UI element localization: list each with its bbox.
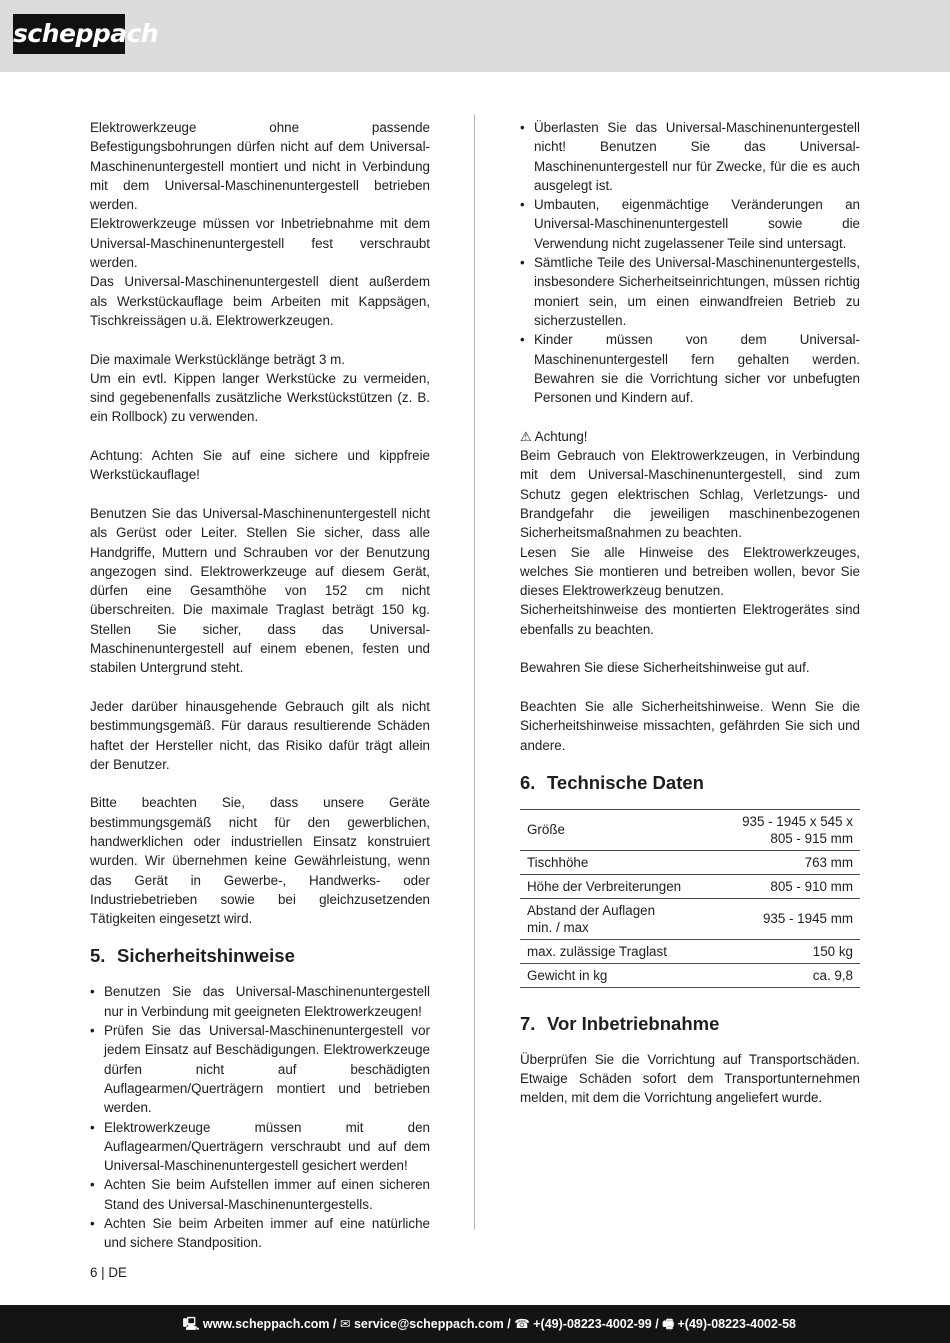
section-6-heading [520, 771, 860, 795]
phone-icon: ☎ [514, 1317, 530, 1331]
separator: / [333, 1317, 337, 1331]
table-row [520, 939, 860, 963]
warning-icon: ⚠ [520, 428, 532, 444]
intro-paragraph: Elektrowerkzeuge ohne passende Befestigungsbohrungen dürfen nicht auf dem Universal-Maschinenuntergestell montiert und nicht in Verbindung mit dem Universal-Maschinenuntergestell betrieben werden. [90, 120, 430, 213]
intro-paragraph: Elektrowerkzeuge müssen vor Inbetriebnahme mit dem Universal-Maschinenuntergestell fest verschraubt werden. [90, 216, 430, 271]
tipping-text: Um ein evtl. Kippen langer Werkstücke zu vermeiden, sind gegebenenfalls zusätzliche Werkstückstützen (z. B. ein Rollbock) zu verwenden. [90, 370, 430, 425]
misuse-text: Jeder darüber hinausgehende Gebrauch gilt als nicht bestimmungsgemäß. Für daraus resultierende Schäden haftet der Hersteller nicht, das Risiko dafür trägt allein der Benutzer. [90, 698, 430, 772]
table-value: ca. 9,8 [715, 963, 860, 987]
table-value: 935 - 1945 mm [715, 898, 860, 939]
list-item: • Achten Sie beim Arbeiten immer auf eine natürliche und sichere Standposition. [90, 1214, 430, 1253]
section-title: Sicherheitshinweise [117, 945, 295, 967]
value-line: 935 - 1945 x 545 x [742, 813, 853, 829]
separator: / [507, 1317, 511, 1331]
email-link[interactable]: service@scheppach.com [353, 1317, 504, 1331]
header-band [0, 0, 950, 72]
list-item: • Sämtliche Teile des Universal-Maschinenuntergestells, insbesondere Sicherheitseinrichtungen, müssen richtig moniert sein, um einen einwandfreien Betrieb zu sicherzustellen. [520, 253, 860, 330]
list-item: • Überlasten Sie das Universal-Maschinenuntergestell nicht! Benutzen Sie das Universal-Maschinenuntergestell nur für Zwecke, für die es auch ausgelegt ist. [520, 118, 860, 195]
table-label: Tischhöhe [520, 850, 715, 874]
list-item: • Kinder müssen von dem Universal-Maschinenuntergestell fern gehalten werden. Bewahren sie die Vorrichtung sicher vor unbefugten Personen und Kindern auf. [520, 330, 860, 407]
brand-logo: scheppach [13, 14, 125, 54]
value-line: 805 - 915 mm [770, 830, 853, 846]
table-row [520, 898, 860, 939]
tech-data-table [520, 809, 860, 988]
section-5-heading [90, 944, 430, 968]
warning-label: Achtung! [534, 428, 588, 444]
usage-text: Benutzen Sie das Universal-Maschinenuntergestell nicht als Gerüst oder Leiter. Stellen Sie sicher, dass alle Handgriffe, Muttern und Schrauben vor der Benutzung angezogen sind. Elektrowerkzeuge auf diesem Gerät, dürfen eine Gesamthöhe von 152 cm nicht überschreiten. Die maximale Traglast beträgt 150 kg. Stellen Sie sicher, dass das Universal-Maschinenuntergestell auf einem ebenen, festen und stabilen Untergrund steht. [90, 505, 430, 676]
warning-text: Beim Gebrauch von Elektrowerkzeugen, in Verbindung mit dem Universal-Maschinenuntergestell, sind zum Schutz gegen elektrischen Schlag, Verletzungs- und Brandgefahr die jeweiligen maschinenbezogenen Sicherheitsmaßnahmen zu beachten. [520, 448, 860, 541]
section-number: 6. [520, 771, 536, 793]
section-title: Vor Inbetriebnahme [547, 1012, 720, 1034]
list-item: • Benutzen Sie das Universal-Maschinenuntergestell nur in Verbindung mit geeigneten Elektrowerkzeugen! [90, 982, 430, 1021]
safety-list-continued [520, 118, 860, 407]
column-divider [474, 114, 475, 1230]
contact-footer [0, 1305, 950, 1343]
table-row [520, 874, 860, 898]
table-row [520, 850, 860, 874]
fax-icon: 🖷 [662, 1317, 675, 1331]
intro-paragraph: Das Universal-Maschinenuntergestell dient außerdem als Werkstückauflage beim Arbeiten mit Kappsägen, Tischkreissägen u.ä. Elektrowerkzeugen. [90, 274, 430, 328]
list-item: • Elektrowerkzeuge müssen mit den Auflagearmen/Querträgern verschraubt und auf dem Universal-Maschinenuntergestell gesichert werden! [90, 1118, 430, 1176]
section-7-heading [520, 1012, 860, 1036]
label-line: min. / max [527, 919, 589, 935]
website-link[interactable]: www.scheppach.com [202, 1317, 330, 1331]
safety-list [90, 982, 430, 1252]
table-row [520, 809, 860, 850]
table-label: Größe [520, 809, 715, 850]
list-item: • Umbauten, eigenmächtige Veränderungen an Universal-Maschinenuntergestell sowie die Verwendung nicht zugelassener Teile sind untersagt. [520, 195, 860, 253]
language-code: DE [108, 1265, 127, 1280]
table-label: Gewicht in kg [520, 963, 715, 987]
mounted-notes-text: Sicherheitshinweise des montierten Elektrogerätes sind ebenfalls zu beachten. [520, 602, 860, 637]
table-value [715, 809, 860, 850]
max-length-text: Die maximale Werkstücklänge beträgt 3 m. [90, 351, 346, 367]
page-number: 6 | DE [90, 1265, 127, 1280]
table-label [520, 898, 715, 939]
warning-title [520, 427, 860, 446]
observe-text: Beachten Sie alle Sicherheitshinweise. Wenn Sie die Sicherheitshinweise missachten, gefährden Sie sich und andere. [520, 698, 860, 753]
monitor-icon: 🖳 [182, 1317, 200, 1331]
table-row [520, 963, 860, 987]
section-title: Technische Daten [547, 771, 704, 793]
table-value: 805 - 910 mm [715, 874, 860, 898]
page-number-value: 6 [90, 1265, 98, 1280]
table-label: Höhe der Verbreiterungen [520, 874, 715, 898]
label-line: Abstand der Auflagen [527, 902, 656, 918]
inspection-text: Überprüfen Sie die Vorrichtung auf Transportschäden. Etwaige Schäden sofort dem Transportunternehmen melden, mit dem die Vorrichtung angeliefert wurde. [520, 1051, 860, 1106]
separator: / [655, 1317, 659, 1331]
commercial-text: Bitte beachten Sie, dass unsere Geräte bestimmungsgemäß nicht für den gewerblichen, handwerklichen oder industriellen Einsatz konstruiert wurden. Wir übernehmen keine Gewährleistung, wenn das Gerät in Gewerbe-, Handwerks- oder Industriebetrieben sowie bei gleichzusetzenden Tätigkeiten eingesetzt wird. [90, 795, 430, 927]
keep-text: Bewahren Sie diese Sicherheitshinweise gut auf. [520, 660, 810, 676]
table-value: 150 kg [715, 939, 860, 963]
phone-number: +(49)-08223-4002-99 [533, 1317, 652, 1331]
right-column [520, 118, 860, 1108]
table-value: 763 mm [715, 850, 860, 874]
table-label: max. zulässige Traglast [520, 939, 715, 963]
list-item: • Prüfen Sie das Universal-Maschinenuntergestell vor jedem Einsatz auf Beschädigungen. Elektrowerkzeuge dürfen nicht auf beschädigten Auflagearmen/Querträgern montiert und betrieben werden. [90, 1021, 430, 1117]
fax-number: +(49)-08223-4002-58 [677, 1317, 796, 1331]
contact-line [183, 1305, 796, 1343]
mail-icon: ✉ [340, 1317, 351, 1331]
section-number: 7. [520, 1012, 536, 1034]
list-item: • Achten Sie beim Aufstellen immer auf einen sicheren Stand des Universal-Maschinenuntergestells. [90, 1175, 430, 1214]
section-number: 5. [90, 945, 106, 967]
read-notes-text: Lesen Sie alle Hinweise des Elektrowerkzeuges, welches Sie montieren und betreiben wollen, bevor Sie dieses Elektrowerkzeug benutzen. [520, 544, 860, 599]
attention-text: Achtung: Achten Sie auf eine sichere und kippfreie Werkstückauflage! [90, 448, 430, 483]
left-column [90, 118, 430, 1253]
